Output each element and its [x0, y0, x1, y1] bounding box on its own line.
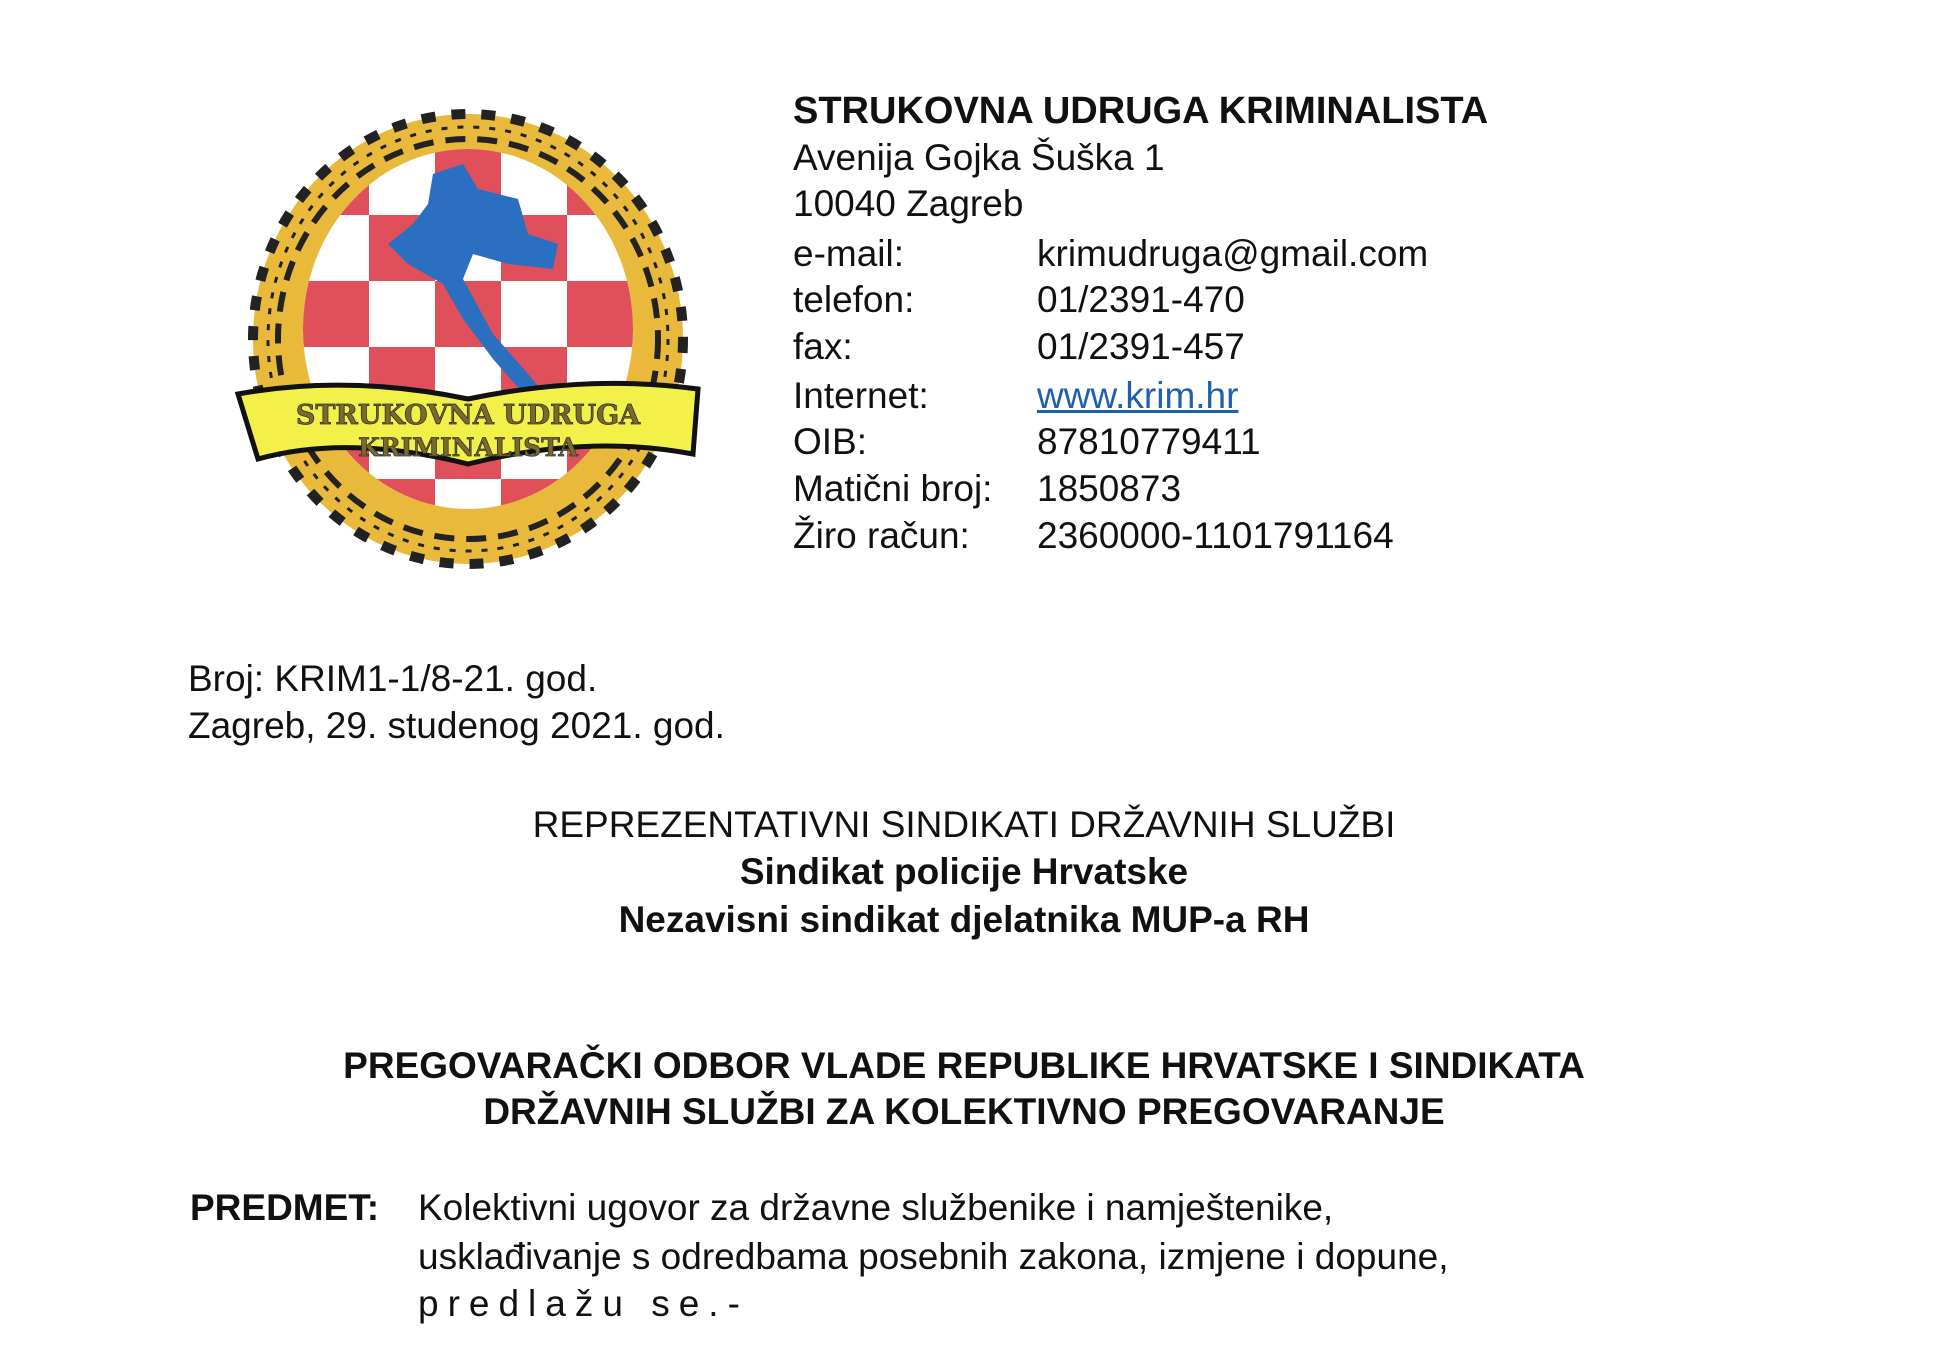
contact-email	[793, 231, 1428, 277]
subject-line-1: Kolektivni ugovor za državne službenike i namještenike,	[418, 1187, 1334, 1228]
association-logo	[228, 104, 708, 584]
committee-line-1: PREGOVARAČKI ODBOR VLADE REPUBLIKE HRVATSKE I SINDIKATA	[343, 1045, 1585, 1086]
contact-internet	[793, 373, 1238, 419]
address-line-2: 10040 Zagreb	[793, 183, 1024, 224]
contact-label: Internet:	[793, 375, 929, 416]
svg-text:STRUKOVNA UDRUGA: STRUKOVNA UDRUGA	[295, 400, 641, 431]
checkerboard-square	[633, 479, 699, 545]
contact-value: krimudruga@gmail.com	[1037, 233, 1429, 274]
reference-number: Broj: KRIM1-1/8-21. god.	[188, 658, 598, 699]
contact-value: 2360000-1101791164	[1037, 515, 1394, 556]
checkerboard-square	[303, 281, 369, 347]
contact-label: Matični broj:	[793, 468, 993, 509]
contact-bank-account	[793, 513, 1394, 559]
address-line-1: Avenija Gojka Šuška 1	[793, 137, 1165, 178]
recipient-union-1: Sindikat policije Hrvatske	[739, 851, 1189, 892]
contact-registry-number	[793, 466, 1181, 512]
contact-value: 87810779411	[1037, 421, 1261, 462]
subject-line-3: predlažu se.-	[418, 1283, 749, 1324]
organization-name: STRUKOVNA UDRUGA KRIMINALISTA	[793, 90, 1489, 132]
contact-label: OIB:	[793, 421, 868, 462]
contact-fax	[793, 324, 1245, 370]
svg-text:KRIMINALISTA: KRIMINALISTA	[358, 433, 578, 462]
place-date: Zagreb, 29. studenog 2021. god.	[188, 705, 725, 746]
contact-label: telefon:	[793, 279, 915, 320]
website-link[interactable]: www.krim.hr	[1037, 375, 1239, 416]
contact-label: e-mail:	[793, 233, 905, 274]
recipient-union-2: Nezavisni sindikat djelatnika MUP-a RH	[618, 899, 1310, 940]
checkerboard-square	[567, 281, 633, 347]
contact-label: Žiro račun:	[793, 515, 970, 556]
contact-oib	[793, 419, 1261, 465]
contact-label: fax:	[793, 326, 853, 367]
subject-line-2: usklađivanje s odredbama posebnih zakona, izmjene i dopune,	[418, 1236, 1449, 1277]
recipient-group: REPREZENTATIVNI SINDIKATI DRŽAVNIH SLUŽBI	[532, 804, 1396, 845]
contact-value: 1850873	[1037, 468, 1182, 509]
committee-line-2: DRŽAVNIH SLUŽBI ZA KOLEKTIVNO PREGOVARANJE	[483, 1091, 1445, 1132]
contact-value: 01/2391-457	[1037, 326, 1245, 367]
contact-value: 01/2391-470	[1037, 279, 1245, 320]
subject-label: PREDMET:	[190, 1187, 380, 1228]
contact-phone	[793, 277, 1245, 323]
